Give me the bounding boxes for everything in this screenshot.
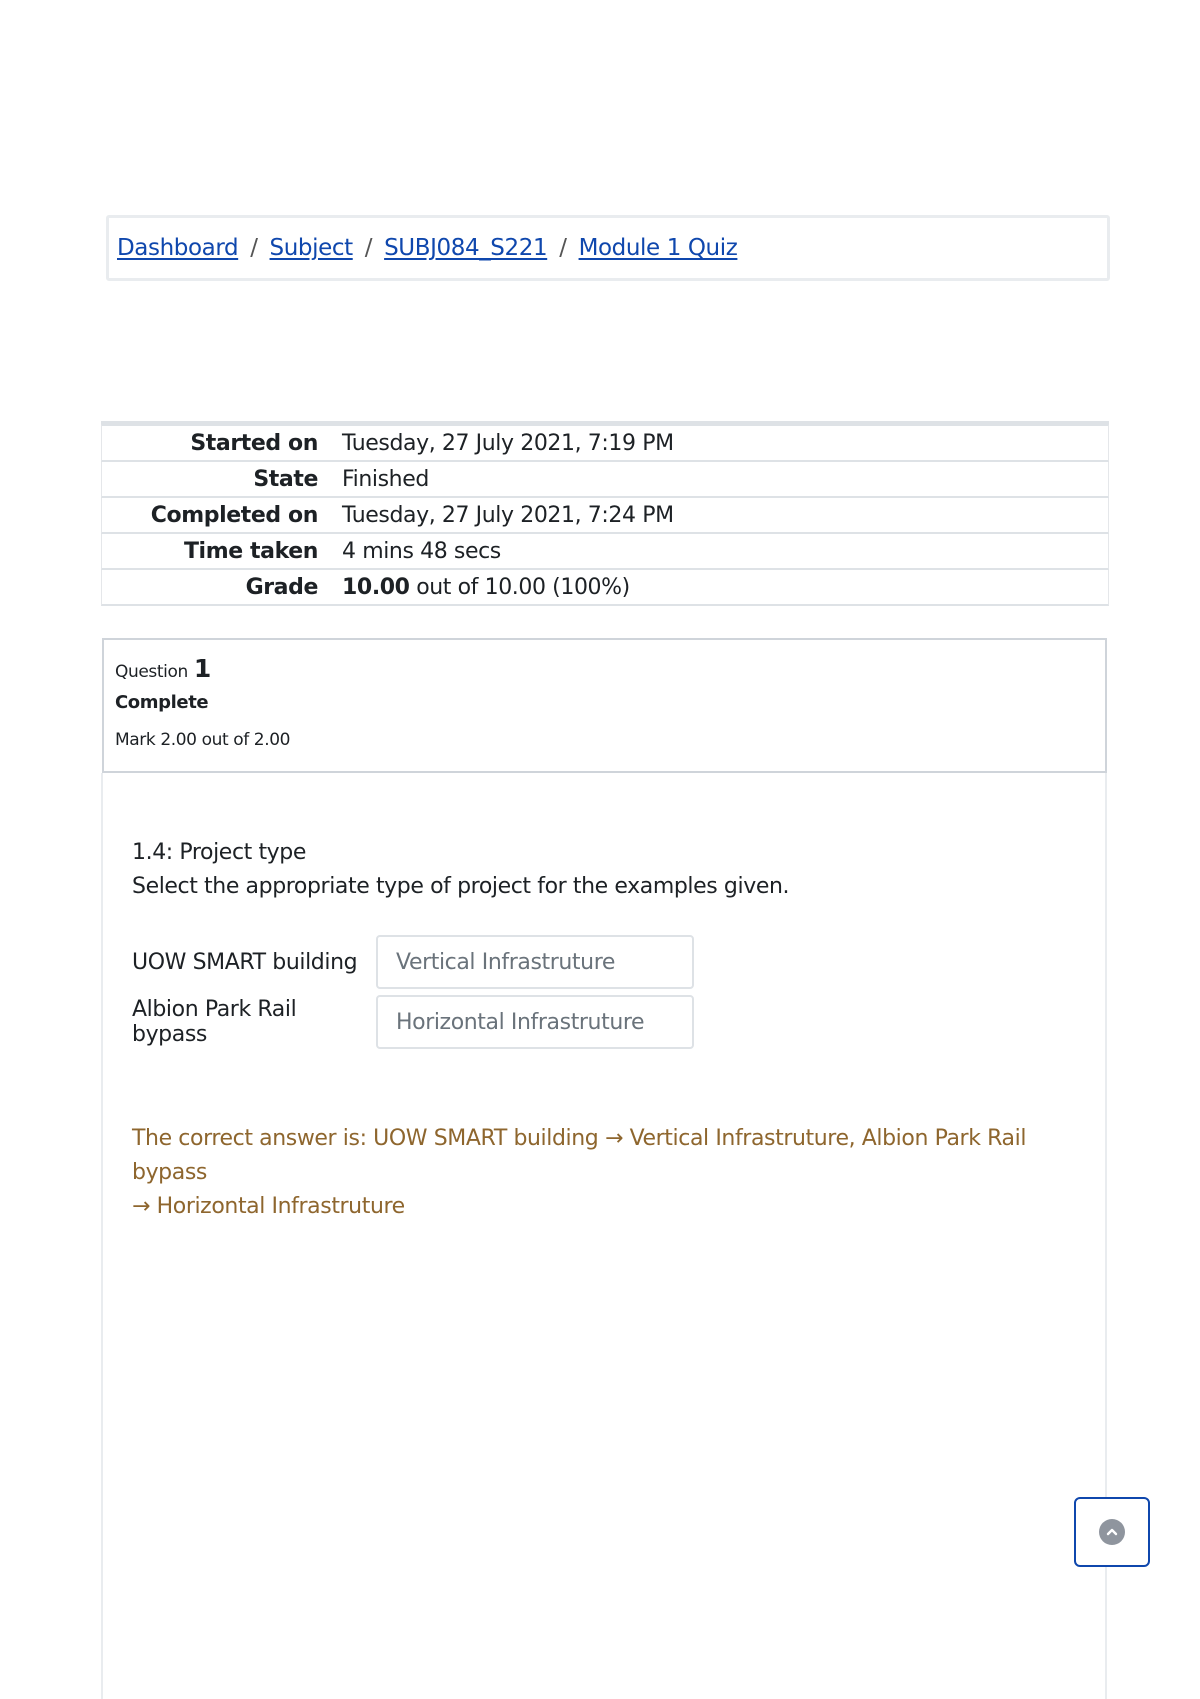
question-state: Complete <box>115 692 209 713</box>
summary-label: Grade <box>245 574 318 600</box>
question-mark: Mark 2.00 out of 2.00 <box>115 730 291 750</box>
breadcrumb <box>106 215 1110 281</box>
breadcrumb-separator: / <box>250 235 258 261</box>
summary-label: Time taken <box>183 538 318 564</box>
answer-label: Albion Park Rail bypass <box>132 997 297 1047</box>
back-to-top-button[interactable] <box>1074 1497 1150 1567</box>
summary-row-grade <box>101 570 1109 606</box>
question-label: Question <box>115 662 188 682</box>
summary-label: Started on <box>190 430 318 456</box>
question-text <box>132 836 789 904</box>
answer-list <box>132 932 694 1052</box>
breadcrumb-separator: / <box>559 235 567 261</box>
breadcrumb-subject[interactable]: Subject <box>269 235 353 261</box>
answer-label: UOW SMART building <box>132 949 358 975</box>
breadcrumb-course[interactable]: SUBJ084_S221 <box>384 235 548 261</box>
question-number-value: 1 <box>193 654 211 683</box>
summary-label: Completed on <box>150 502 318 528</box>
arrow-up-circle-icon <box>1099 1519 1125 1545</box>
answer-select[interactable]: Horizontal Infrastruture <box>376 995 694 1049</box>
summary-value: Tuesday, 27 July 2021, 7:24 PM <box>342 502 674 528</box>
question-info <box>102 638 1107 773</box>
correct-answer-feedback <box>132 1122 1072 1224</box>
breadcrumb-quiz[interactable]: Module 1 Quiz <box>578 235 738 261</box>
breadcrumb-dashboard[interactable]: Dashboard <box>117 235 239 261</box>
feedback-line: → Horizontal Infrastruture <box>132 1194 405 1219</box>
summary-row-completed <box>101 498 1109 534</box>
content-border-left <box>101 773 103 1699</box>
question-title: 1.4: Project type <box>132 840 307 865</box>
summary-row-started <box>101 424 1109 462</box>
feedback-line: The correct answer is: UOW SMART building → Vertical Infrastruture, Albion Park Rail bypass <box>132 1126 1027 1185</box>
summary-row-state <box>101 462 1109 498</box>
summary-value: Tuesday, 27 July 2021, 7:19 PM <box>342 430 674 456</box>
chevron-up-icon <box>1105 1525 1119 1539</box>
summary-label: State <box>253 466 318 492</box>
grade-total: out of 10.00 (100%) <box>416 574 630 600</box>
summary-value: 4 mins 48 secs <box>342 538 501 564</box>
grade-score: 10.00 <box>342 574 410 600</box>
question-prompt: Select the appropriate type of project for the examples given. <box>132 874 790 899</box>
answer-row <box>132 992 694 1052</box>
summary-value <box>342 575 630 600</box>
breadcrumb-separator: / <box>364 235 373 261</box>
question-number <box>115 654 1105 688</box>
summary-value: Finished <box>342 466 429 492</box>
answer-select[interactable]: Vertical Infrastruture <box>376 935 694 989</box>
quiz-summary-table <box>101 421 1109 606</box>
answer-row <box>132 932 694 992</box>
summary-row-time <box>101 534 1109 570</box>
